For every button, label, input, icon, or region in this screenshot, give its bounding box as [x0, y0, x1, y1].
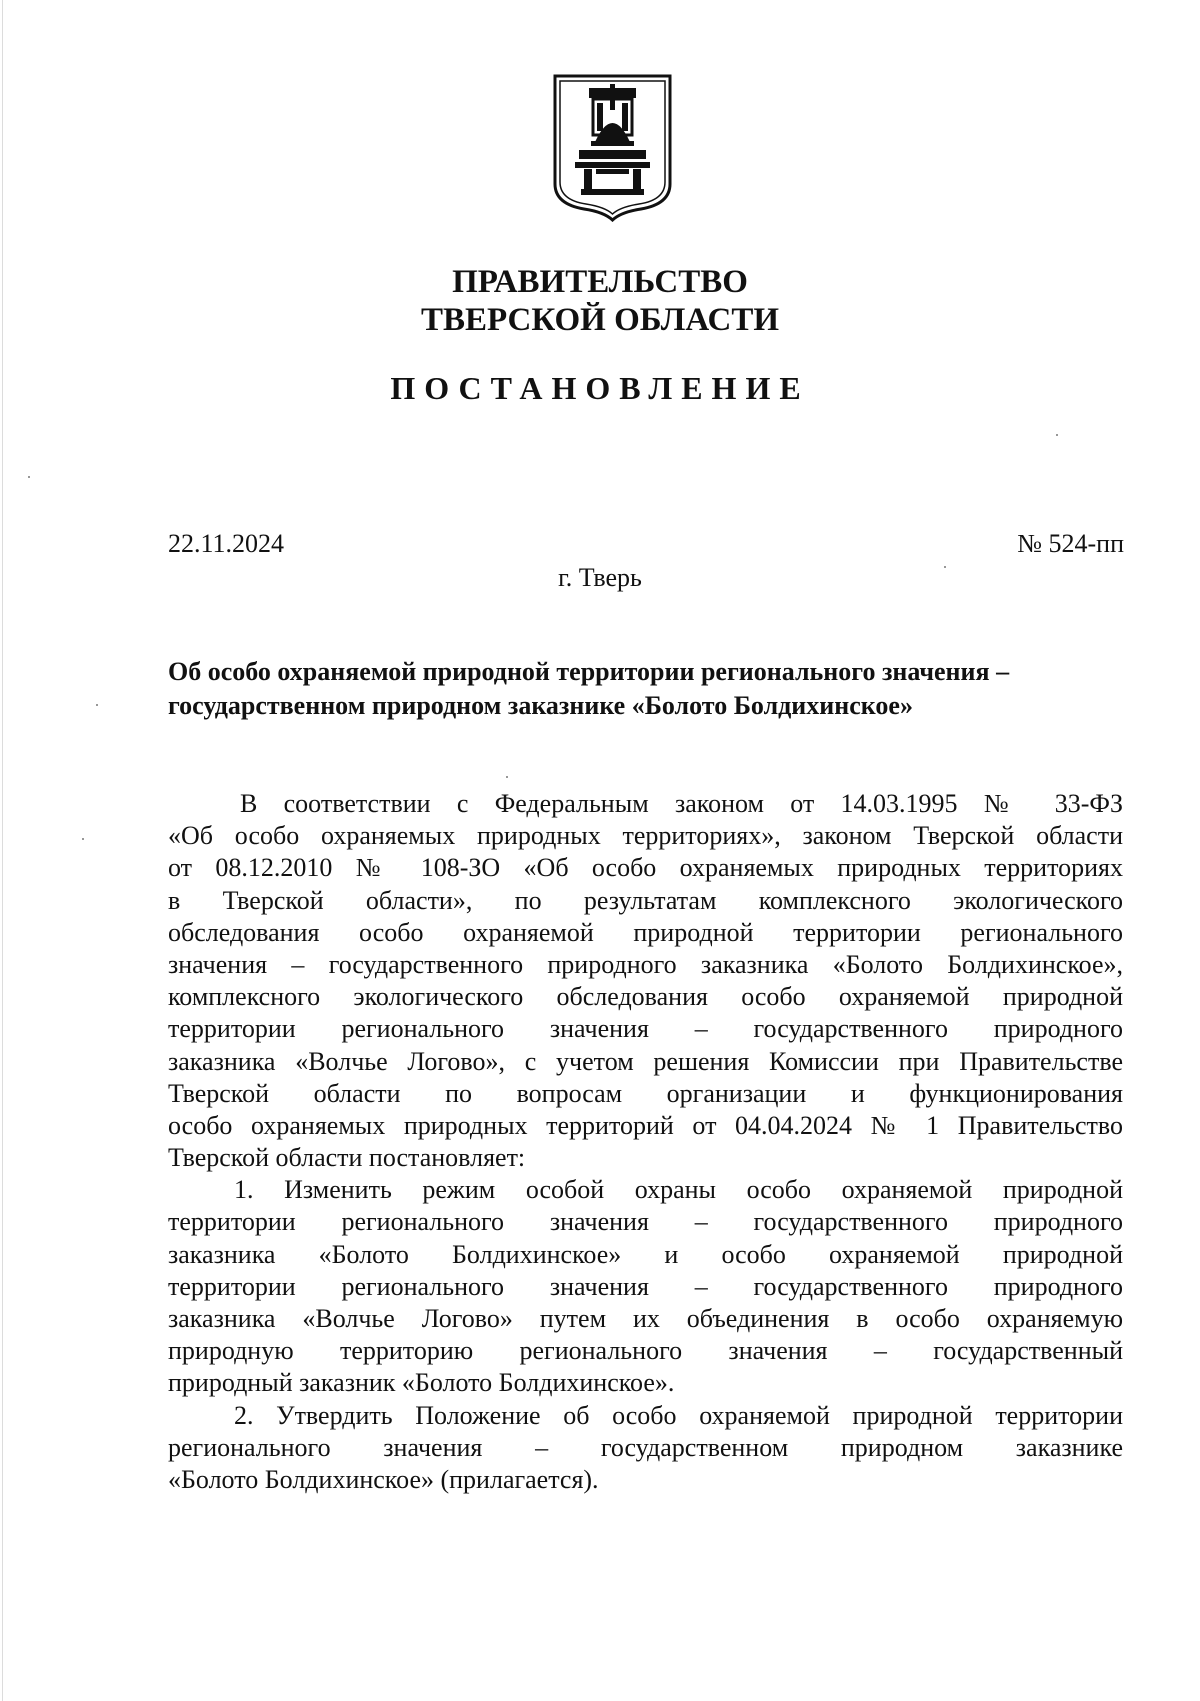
- organization-name-line2: ТВЕРСКОЙ ОБЛАСТИ: [420, 302, 780, 338]
- text-line: территории регионального значения – государственного природного: [168, 1207, 1123, 1237]
- text-line: «Болото Болдихинское» (прилагается).: [168, 1464, 599, 1494]
- text-line: Тверской области постановляет:: [168, 1143, 526, 1173]
- text-line: заказника «Волчье Логово» путем их объединения в особо охраняемую: [168, 1304, 1123, 1333]
- text-line: Тверской области по вопросам организации и функционирования: [168, 1078, 1123, 1108]
- subject-line: государственном природном заказнике «Болото Болдихинское»: [168, 691, 913, 720]
- text-line: обследования особо охраняемой природной территории регионального: [168, 917, 1123, 947]
- document-date: 22.11.2024: [168, 529, 285, 558]
- text-line: комплексного экологического обследования особо охраняемой природной: [168, 982, 1123, 1012]
- text-line: заказника «Волчье Логово», с учетом решения Комиссии при Правительстве: [168, 1046, 1123, 1076]
- text-line: 2. Утвердить Положение об особо охраняемой природной территории: [234, 1400, 1123, 1430]
- text-line: территории регионального значения – государственного природного: [168, 1271, 1123, 1301]
- text-line: в Тверской области», по результатам комплексного экологического: [168, 885, 1123, 915]
- text-line: регионального значения – государственном природном заказнике: [168, 1432, 1123, 1462]
- item-2-paragraph: [168, 1400, 1123, 1497]
- subject-line: Об особо охраняемой природной территории регионального значения –: [168, 657, 1010, 686]
- text-line: В соответствии с Федеральным законом от 14.03.1995 № 33-ФЗ: [240, 789, 1123, 818]
- document-city: г. Тверь: [558, 563, 642, 592]
- document-number: № 524-пп: [1017, 529, 1124, 558]
- text-line: заказника «Болото Болдихинское» и особо охраняемой природной: [168, 1239, 1123, 1269]
- text-line: от 08.12.2010 № 108-ЗО «Об особо охраняемых природных территориях: [168, 853, 1123, 883]
- item-1-paragraph: [168, 1174, 1123, 1399]
- text-line: 1. Изменить режим особой охраны особо охраняемой природной: [234, 1175, 1123, 1205]
- text-line: «Об особо охраняемых природных территориях», законом Тверской области: [168, 821, 1123, 851]
- text-line: природный заказник «Болото Болдихинское».: [168, 1368, 675, 1398]
- scan-edge: [2, 0, 3, 1701]
- document-subject: [168, 655, 1123, 723]
- organization-name-line1: ПРАВИТЕЛЬСТВО: [452, 264, 748, 300]
- text-line: природную территорию регионального значения – государственный: [168, 1336, 1123, 1366]
- coat-of-arms-icon: [551, 72, 674, 222]
- document-body: [168, 788, 1123, 1496]
- document-type-title: ПОСТАНОВЛЕНИЕ: [390, 370, 810, 406]
- text-line: территории регионального значения – государственного природного: [168, 1014, 1123, 1044]
- text-line: особо охраняемых природных территорий от 04.04.2024 № 1 Правительство: [168, 1110, 1123, 1140]
- preamble-paragraph: [168, 788, 1123, 1174]
- text-line: значения – государственного природного заказника «Болото Болдихинское»,: [168, 949, 1123, 979]
